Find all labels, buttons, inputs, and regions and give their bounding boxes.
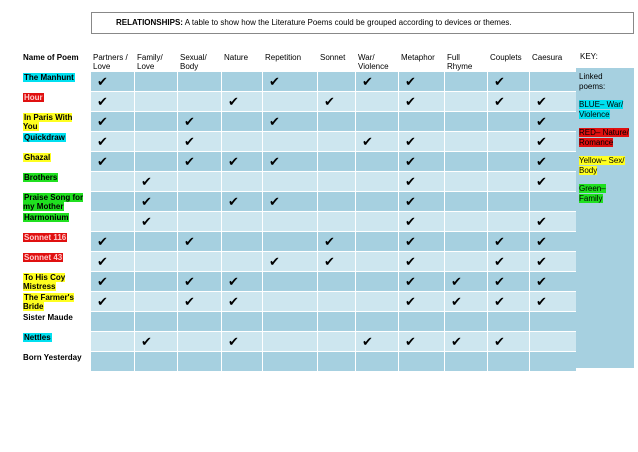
check-mark-cell: ✔ bbox=[91, 112, 135, 132]
empty-cell bbox=[135, 92, 178, 112]
poem-name-label: To His Coy Mistress bbox=[23, 273, 66, 291]
empty-cell bbox=[222, 172, 263, 192]
empty-cell bbox=[178, 212, 222, 232]
poem-name bbox=[21, 252, 91, 272]
check-mark-cell: ✔ bbox=[399, 292, 445, 312]
check-mark-cell: ✔ bbox=[91, 292, 135, 312]
empty-cell bbox=[356, 112, 399, 132]
empty-cell bbox=[178, 72, 222, 92]
empty-cell bbox=[356, 92, 399, 112]
poem-name-label: The Farmer's Bride bbox=[23, 293, 74, 311]
empty-cell bbox=[530, 312, 577, 332]
empty-cell bbox=[356, 192, 399, 212]
check-mark-cell: ✔ bbox=[488, 292, 530, 312]
check-mark-cell: ✔ bbox=[530, 212, 577, 232]
check-mark-cell: ✔ bbox=[530, 292, 577, 312]
column-header: Repetition bbox=[263, 51, 318, 72]
table-row bbox=[21, 312, 577, 332]
table-row bbox=[21, 252, 577, 272]
table-row bbox=[21, 192, 577, 212]
empty-cell bbox=[178, 252, 222, 272]
empty-cell bbox=[530, 192, 577, 212]
empty-cell bbox=[530, 332, 577, 352]
empty-cell bbox=[263, 352, 318, 372]
empty-cell bbox=[445, 152, 488, 172]
empty-cell bbox=[263, 172, 318, 192]
empty-cell bbox=[222, 312, 263, 332]
check-mark-cell: ✔ bbox=[263, 112, 318, 132]
empty-cell bbox=[530, 72, 577, 92]
empty-cell bbox=[399, 112, 445, 132]
check-mark-cell: ✔ bbox=[399, 132, 445, 152]
empty-cell bbox=[318, 352, 356, 372]
column-header: Nature bbox=[222, 51, 263, 72]
empty-cell bbox=[222, 72, 263, 92]
column-header: War/ Violence bbox=[356, 51, 399, 72]
empty-cell bbox=[356, 292, 399, 312]
table-row bbox=[21, 332, 577, 352]
empty-cell bbox=[488, 312, 530, 332]
empty-cell bbox=[356, 272, 399, 292]
check-mark-cell: ✔ bbox=[222, 332, 263, 352]
empty-cell bbox=[263, 292, 318, 312]
empty-cell bbox=[356, 172, 399, 192]
check-mark-cell: ✔ bbox=[530, 112, 577, 132]
empty-cell bbox=[263, 332, 318, 352]
empty-cell bbox=[135, 252, 178, 272]
check-mark-cell: ✔ bbox=[222, 272, 263, 292]
check-mark-cell: ✔ bbox=[178, 152, 222, 172]
check-mark-cell: ✔ bbox=[263, 152, 318, 172]
key-item bbox=[579, 184, 631, 204]
empty-cell bbox=[445, 232, 488, 252]
empty-cell bbox=[263, 232, 318, 252]
poem-name-label: Ghazal bbox=[24, 153, 51, 162]
check-mark-cell: ✔ bbox=[399, 232, 445, 252]
empty-cell bbox=[318, 172, 356, 192]
empty-cell bbox=[445, 192, 488, 212]
empty-cell bbox=[222, 232, 263, 252]
empty-cell bbox=[135, 232, 178, 252]
poem-name bbox=[21, 72, 91, 92]
empty-cell bbox=[178, 172, 222, 192]
empty-cell bbox=[135, 72, 178, 92]
table-row bbox=[21, 132, 577, 152]
empty-cell bbox=[178, 192, 222, 212]
empty-cell bbox=[135, 112, 178, 132]
check-mark-cell: ✔ bbox=[356, 72, 399, 92]
poem-name bbox=[21, 152, 91, 172]
empty-cell bbox=[91, 172, 135, 192]
check-mark-cell: ✔ bbox=[488, 232, 530, 252]
column-header-name: Name of Poem bbox=[21, 51, 91, 72]
check-mark-cell: ✔ bbox=[91, 232, 135, 252]
empty-cell bbox=[135, 272, 178, 292]
empty-cell bbox=[263, 132, 318, 152]
check-mark-cell: ✔ bbox=[488, 72, 530, 92]
check-mark-cell: ✔ bbox=[135, 192, 178, 212]
poem-name-label: Sonnet 43 bbox=[24, 253, 63, 262]
poem-name-label: Nettles bbox=[24, 333, 51, 342]
table-row bbox=[21, 272, 577, 292]
poem-name-label: Praise Song for my Mother bbox=[23, 193, 84, 211]
check-mark-cell: ✔ bbox=[399, 92, 445, 112]
table-row bbox=[21, 292, 577, 312]
check-mark-cell: ✔ bbox=[530, 172, 577, 192]
poem-name bbox=[21, 212, 91, 232]
empty-cell bbox=[318, 192, 356, 212]
table-row bbox=[21, 352, 577, 372]
empty-cell bbox=[222, 112, 263, 132]
check-mark-cell: ✔ bbox=[399, 272, 445, 292]
empty-cell bbox=[445, 132, 488, 152]
empty-cell bbox=[488, 172, 530, 192]
column-header: Metaphor bbox=[399, 51, 445, 72]
key-intro: Linked poems: bbox=[579, 72, 606, 91]
empty-cell bbox=[445, 112, 488, 132]
check-mark-cell: ✔ bbox=[318, 252, 356, 272]
empty-cell bbox=[318, 72, 356, 92]
check-mark-cell: ✔ bbox=[91, 272, 135, 292]
check-mark-cell: ✔ bbox=[178, 272, 222, 292]
check-mark-cell: ✔ bbox=[318, 92, 356, 112]
check-mark-cell: ✔ bbox=[530, 232, 577, 252]
poem-name-label: In Paris With You bbox=[23, 113, 73, 131]
check-mark-cell: ✔ bbox=[222, 152, 263, 172]
table-row bbox=[21, 152, 577, 172]
key-item bbox=[579, 100, 631, 120]
column-header: Full Rhyme bbox=[445, 51, 488, 72]
check-mark-cell: ✔ bbox=[488, 92, 530, 112]
table-row bbox=[21, 72, 577, 92]
check-mark-cell: ✔ bbox=[178, 232, 222, 252]
empty-cell bbox=[488, 152, 530, 172]
check-mark-cell: ✔ bbox=[91, 132, 135, 152]
column-header: Sexual/ Body bbox=[178, 51, 222, 72]
empty-cell bbox=[530, 352, 577, 372]
empty-cell bbox=[178, 312, 222, 332]
poem-name-label: Quickdraw bbox=[24, 133, 65, 142]
check-mark-cell: ✔ bbox=[91, 72, 135, 92]
empty-cell bbox=[135, 132, 178, 152]
check-mark-cell: ✔ bbox=[445, 332, 488, 352]
check-mark-cell: ✔ bbox=[488, 272, 530, 292]
empty-cell bbox=[263, 212, 318, 232]
key-item-label: Yellow– Sex/ Body bbox=[579, 156, 625, 175]
empty-cell bbox=[356, 232, 399, 252]
title-text: A table to show how the Literature Poems could be grouped according to devices or themes. bbox=[182, 18, 512, 27]
empty-cell bbox=[488, 212, 530, 232]
poem-name-label: The Manhunt bbox=[24, 73, 74, 82]
empty-cell bbox=[135, 312, 178, 332]
header-row bbox=[21, 51, 577, 72]
check-mark-cell: ✔ bbox=[445, 272, 488, 292]
empty-cell bbox=[263, 92, 318, 112]
empty-cell bbox=[356, 152, 399, 172]
empty-cell bbox=[445, 252, 488, 272]
empty-cell bbox=[222, 132, 263, 152]
key-item bbox=[579, 156, 631, 176]
empty-cell bbox=[91, 192, 135, 212]
check-mark-cell: ✔ bbox=[178, 132, 222, 152]
empty-cell bbox=[135, 292, 178, 312]
poem-name-label: Sonnet 116 bbox=[24, 233, 67, 242]
check-mark-cell: ✔ bbox=[222, 192, 263, 212]
poem-name-label: Born Yesterday bbox=[23, 353, 82, 362]
poem-name bbox=[21, 132, 91, 152]
key-item-label: RED– Nature/ Romance bbox=[579, 128, 629, 147]
relationships-table bbox=[20, 50, 577, 372]
check-mark-cell: ✔ bbox=[91, 92, 135, 112]
check-mark-cell: ✔ bbox=[91, 152, 135, 172]
check-mark-cell: ✔ bbox=[263, 192, 318, 212]
check-mark-cell: ✔ bbox=[399, 192, 445, 212]
table-row bbox=[21, 212, 577, 232]
check-mark-cell: ✔ bbox=[135, 332, 178, 352]
check-mark-cell: ✔ bbox=[263, 72, 318, 92]
key-header: KEY: bbox=[576, 50, 634, 68]
empty-cell bbox=[178, 332, 222, 352]
table-row bbox=[21, 172, 577, 192]
column-header: Couplets bbox=[488, 51, 530, 72]
empty-cell bbox=[263, 312, 318, 332]
empty-cell bbox=[318, 292, 356, 312]
check-mark-cell: ✔ bbox=[178, 292, 222, 312]
empty-cell bbox=[399, 312, 445, 332]
empty-cell bbox=[488, 112, 530, 132]
check-mark-cell: ✔ bbox=[445, 292, 488, 312]
check-mark-cell: ✔ bbox=[178, 112, 222, 132]
empty-cell bbox=[222, 352, 263, 372]
empty-cell bbox=[488, 132, 530, 152]
table-row bbox=[21, 92, 577, 112]
table-row bbox=[21, 232, 577, 252]
empty-cell bbox=[318, 312, 356, 332]
check-mark-cell: ✔ bbox=[399, 72, 445, 92]
check-mark-cell: ✔ bbox=[530, 152, 577, 172]
poem-name bbox=[21, 92, 91, 112]
check-mark-cell: ✔ bbox=[399, 212, 445, 232]
empty-cell bbox=[91, 352, 135, 372]
empty-cell bbox=[356, 352, 399, 372]
empty-cell bbox=[91, 312, 135, 332]
poem-name bbox=[21, 192, 91, 212]
empty-cell bbox=[91, 212, 135, 232]
poem-name bbox=[21, 112, 91, 132]
check-mark-cell: ✔ bbox=[530, 272, 577, 292]
empty-cell bbox=[445, 72, 488, 92]
check-mark-cell: ✔ bbox=[399, 172, 445, 192]
key-panel bbox=[576, 68, 634, 368]
empty-cell bbox=[445, 92, 488, 112]
empty-cell bbox=[318, 152, 356, 172]
poem-name bbox=[21, 352, 91, 372]
column-header: Partners / Love bbox=[91, 51, 135, 72]
poem-name bbox=[21, 332, 91, 352]
key-item bbox=[579, 128, 631, 148]
poem-name-label: Sister Maude bbox=[23, 313, 73, 322]
poem-name bbox=[21, 172, 91, 192]
empty-cell bbox=[356, 212, 399, 232]
check-mark-cell: ✔ bbox=[399, 332, 445, 352]
empty-cell bbox=[318, 212, 356, 232]
empty-cell bbox=[318, 332, 356, 352]
empty-cell bbox=[318, 112, 356, 132]
check-mark-cell: ✔ bbox=[399, 152, 445, 172]
empty-cell bbox=[263, 272, 318, 292]
empty-cell bbox=[178, 92, 222, 112]
empty-cell bbox=[445, 312, 488, 332]
check-mark-cell: ✔ bbox=[222, 92, 263, 112]
title-bold: RELATIONSHIPS: bbox=[116, 18, 183, 27]
check-mark-cell: ✔ bbox=[222, 292, 263, 312]
document-title bbox=[91, 12, 634, 34]
check-mark-cell: ✔ bbox=[356, 132, 399, 152]
poem-name-label: Hour bbox=[24, 93, 43, 102]
poem-name bbox=[21, 232, 91, 252]
empty-cell bbox=[356, 252, 399, 272]
column-header: Caesura bbox=[530, 51, 577, 72]
empty-cell bbox=[91, 332, 135, 352]
check-mark-cell: ✔ bbox=[135, 172, 178, 192]
table-row bbox=[21, 112, 577, 132]
check-mark-cell: ✔ bbox=[318, 232, 356, 252]
check-mark-cell: ✔ bbox=[356, 332, 399, 352]
poem-name bbox=[21, 312, 91, 332]
poem-name-label: Harmonium bbox=[24, 213, 69, 222]
check-mark-cell: ✔ bbox=[135, 212, 178, 232]
empty-cell bbox=[222, 252, 263, 272]
empty-cell bbox=[445, 212, 488, 232]
check-mark-cell: ✔ bbox=[488, 332, 530, 352]
poem-name bbox=[21, 272, 91, 292]
empty-cell bbox=[445, 172, 488, 192]
check-mark-cell: ✔ bbox=[488, 252, 530, 272]
check-mark-cell: ✔ bbox=[399, 252, 445, 272]
check-mark-cell: ✔ bbox=[263, 252, 318, 272]
check-mark-cell: ✔ bbox=[530, 92, 577, 112]
column-header: Family/ Love bbox=[135, 51, 178, 72]
check-mark-cell: ✔ bbox=[530, 252, 577, 272]
empty-cell bbox=[318, 272, 356, 292]
poem-name-label: Brothers bbox=[24, 173, 58, 182]
empty-cell bbox=[178, 352, 222, 372]
empty-cell bbox=[222, 212, 263, 232]
empty-cell bbox=[135, 152, 178, 172]
empty-cell bbox=[488, 192, 530, 212]
empty-cell bbox=[318, 132, 356, 152]
check-mark-cell: ✔ bbox=[530, 132, 577, 152]
empty-cell bbox=[135, 352, 178, 372]
empty-cell bbox=[445, 352, 488, 372]
key-item-label: Green– Family bbox=[579, 184, 606, 203]
empty-cell bbox=[356, 312, 399, 332]
column-header: Sonnet bbox=[318, 51, 356, 72]
empty-cell bbox=[399, 352, 445, 372]
check-mark-cell: ✔ bbox=[91, 252, 135, 272]
empty-cell bbox=[488, 352, 530, 372]
poem-name bbox=[21, 292, 91, 312]
key-item-label: BLUE– War/ Violence bbox=[579, 100, 624, 119]
